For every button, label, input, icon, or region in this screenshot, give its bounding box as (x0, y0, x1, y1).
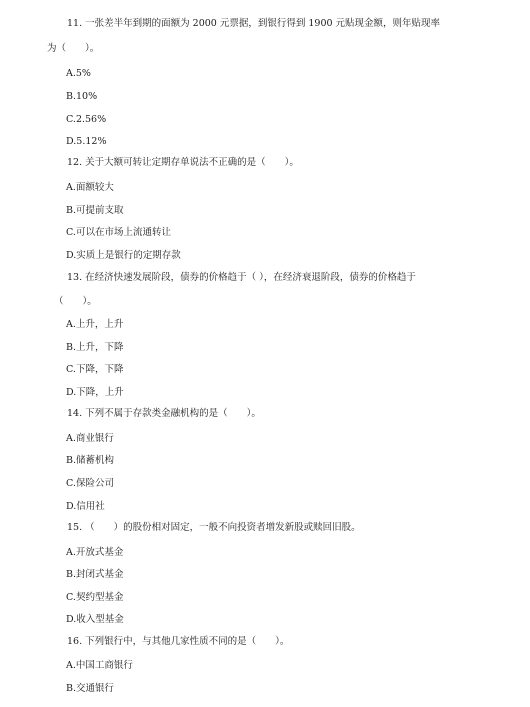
question-13-option-c: C.下降，下降 (66, 364, 124, 375)
question-11-option-d: D.5.12% (66, 136, 107, 147)
question-14-option-c: C.保险公司 (66, 478, 114, 489)
question-12-stem: 12. 关于大额可转让定期存单说法不正确的是（ ）。 (67, 157, 299, 168)
question-15-option-b: B.封闭式基金 (66, 569, 124, 580)
question-14-stem: 14. 下列不属于存款类金融机构的是（ ）。 (67, 408, 261, 419)
question-13-option-b: B.上升，下降 (66, 342, 124, 353)
question-12-option-b: B.可提前支取 (66, 205, 124, 216)
question-15-option-d: D.收入型基金 (66, 614, 124, 625)
question-12-option-c: C.可以在市场上流通转让 (66, 227, 171, 238)
question-15-option-c: C.契约型基金 (66, 592, 124, 603)
question-13-stem-continued: （ ）。 (54, 296, 97, 307)
question-14-option-b: B.储蓄机构 (66, 455, 115, 466)
question-12-option-a: A.面额较大 (66, 182, 114, 193)
question-11-stem-continued: 为（ ）。 (47, 43, 100, 54)
question-12-option-d: D.实质上是银行的定期存款 (66, 250, 181, 261)
question-14-option-d: D.信用社 (66, 501, 105, 512)
question-11-option-c: C.2.56% (66, 114, 107, 125)
question-13-stem: 13. 在经济快速发展阶段，债券的价格趋于（ ），在经济衰退阶段，债券的价格趋于 (67, 272, 416, 283)
question-15-option-a: A.开放式基金 (66, 547, 124, 558)
question-14-option-a: A.商业银行 (66, 433, 114, 444)
question-16-stem: 16. 下列银行中，与其他几家性质不同的是（ ）。 (67, 636, 290, 647)
question-13-option-a: A.上升，上升 (66, 319, 124, 330)
question-11-option-a: A.5% (66, 68, 91, 79)
question-11-stem: 11. 一张差半年到期的面额为 2000 元票据，到银行得到 1900 元贴现金额，则年贴现率 (67, 18, 441, 29)
question-16-option-b: B.交通银行 (66, 683, 115, 694)
question-15-stem: 15. （ ）的股份相对固定，一般不向投资者增发新股或赎回旧股。 (67, 522, 361, 533)
question-13-option-d: D.下降，上升 (66, 387, 124, 398)
question-16-option-a: A.中国工商银行 (66, 660, 133, 671)
question-11-option-b: B.10% (66, 91, 98, 102)
